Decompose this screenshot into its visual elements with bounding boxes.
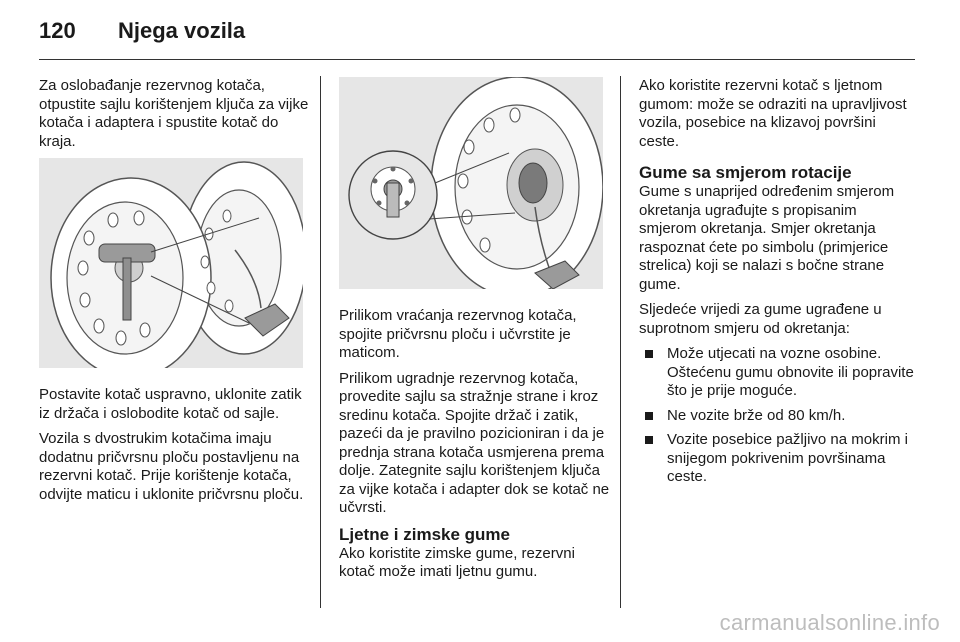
bullet-square-icon xyxy=(645,436,653,444)
col1-paragraph-1: Za oslobađanje rezervnog kotača, otpustite sajlu korištenjem ključa za vijke kotača i adaptera i spustite kotač do kraja. xyxy=(39,77,309,150)
list-item: Vozite posebice pažljivo na mokrim i snijegom pokrivenim površinama ceste. xyxy=(639,431,914,487)
page-title: Njega vozila xyxy=(118,18,246,43)
column-divider-2 xyxy=(620,76,621,608)
list-item: Ne vozite brže od 80 km/h. xyxy=(639,407,914,426)
col3-heading-directional-tyres: Gume sa smjerom rotacije xyxy=(639,163,852,182)
column-1 xyxy=(39,77,311,511)
page-header xyxy=(0,0,960,62)
figure-spare-wheel-mounting xyxy=(339,77,603,289)
col2-paragraph-3: Ako koristite zimske gume, rezervni kotač može imati ljetnu gumu. xyxy=(339,544,575,580)
col3-bullet-list xyxy=(639,345,914,487)
list-item: Može utjecati na vozne osobine. Oštećenu gumu obnovite ili popravite što je prije moguće. xyxy=(639,345,914,401)
col2-paragraph-1: Prilikom vraćanja rezervnog kotača, spojite pričvrsnu ploču i učvrstite je maticom. xyxy=(339,307,577,361)
col2-paragraph-2: Prilikom ugradnje rezervnog kotača, provedite sajlu sa stražnje strane i kroz sredinu kotača. Spojite držač i zatik, pazeći da je pravilno pozicioniran i da je prednja strana kotača usmjerena prema dolje. Zategnite sajlu korištenjem ključa za vijke kotača i adapter dok se kotač ne učvrsti. xyxy=(339,369,610,516)
col3-paragraph-2: Gume s unaprijed određenim smjerom okretanja ugrađujte s propisanim smjerom okretanja. Smjer okretanja raspoznat ćete po simbolu (primjerice strelica) koji se nalazi s bočne strane gume. xyxy=(639,183,895,293)
col1-paragraph-3: Vozila s dvostrukim kotačima imaju dodatnu pričvrsnu ploču postavljenu na rezervni kotač. Prije korištenje kotača, odvijte maticu i uklonite pričvrsnu ploču. xyxy=(39,430,304,503)
bullet-square-icon xyxy=(645,350,653,358)
col1-paragraph-2: Postavite kotač uspravno, uklonite zatik iz držača i oslobodite kotač od sajle. xyxy=(39,386,302,422)
spare-wheel-illustration-2 xyxy=(339,77,603,289)
column-divider-1 xyxy=(320,76,321,608)
col2-heading-summer-winter-tyres: Ljetne i zimske gume xyxy=(339,524,510,544)
col3-paragraph-3: Sljedeće vrijedi za gume ugrađene u suprotnom smjeru od okretanja: xyxy=(639,301,882,337)
spare-wheel-illustration-1 xyxy=(39,158,303,368)
column-3 xyxy=(639,77,914,493)
header-rule xyxy=(39,59,915,60)
bullet-square-icon xyxy=(645,412,653,420)
figure-spare-wheel-lowering xyxy=(39,158,303,368)
column-2 xyxy=(339,77,611,589)
col3-paragraph-1: Ako koristite rezervni kotač s ljetnom gumom: može se odraziti na upravljivost vozila, posebice na klizavoj površini ceste. xyxy=(639,77,907,150)
page-number: 120 xyxy=(39,18,76,43)
watermark: carmanualsonline.info xyxy=(719,610,940,635)
